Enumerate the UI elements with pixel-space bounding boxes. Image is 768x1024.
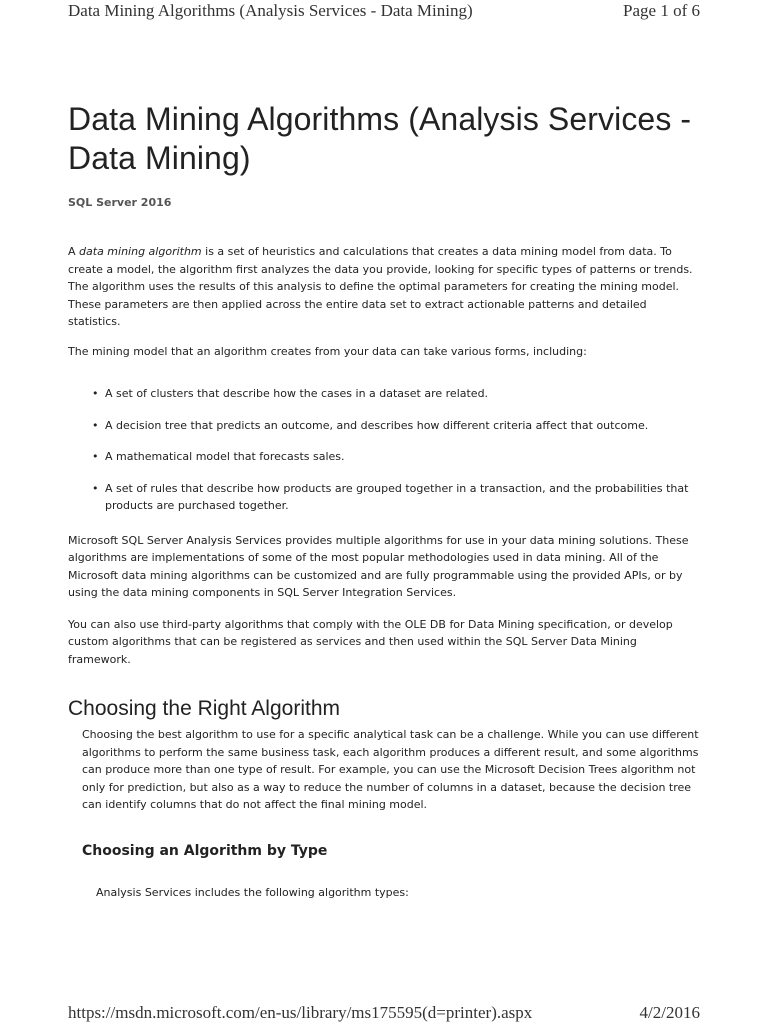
intro-prefix: A	[68, 245, 80, 258]
subsection-paragraph: Analysis Services includes the following algorithm types:	[96, 885, 409, 899]
page-number: Page 1 of 6	[623, 1, 700, 20]
ms-algorithms-paragraph: Microsoft SQL Server Analysis Services provides multiple algorithms for use in your data mining solutions. These algorithms are implementations of some of the most popular methodologies used in data mining. All of the Microsoft data mining algorithms can be customized and are fully programmable using the provided APIs, or by using the data mining components in SQL Server Integration Services.	[68, 533, 689, 599]
list-item: • A mathematical model that forecasts sales.	[92, 448, 700, 466]
forms-intro: The mining model that an algorithm creates from your data can take various forms, including:	[68, 344, 587, 358]
list-item: • A decision tree that predicts an outcome, and describes how different criteria affect that outcome.	[92, 417, 700, 435]
print-footer	[68, 1003, 700, 1023]
print-header	[68, 1, 700, 21]
article	[68, 100, 700, 901]
section-heading: Choosing the Right Algorithm	[68, 697, 340, 720]
model-forms-list	[68, 385, 700, 515]
intro-paragraph	[68, 243, 700, 331]
section-paragraph: Choosing the best algorithm to use for a specific analytical task can be a challenge. While you can use different algorithms to perform the same business task, each algorithm produces a different result, and some algorithms can produce more than one type of result. For example, you can use the Microsoft Decision Trees algorithm not only for prediction, but also as a way to reduce the number of columns in a dataset, because the decision tree can identify columns that do not affect the final mining model.	[82, 728, 699, 811]
page-title: Data Mining Algorithms (Analysis Services - Data Mining)	[68, 101, 692, 176]
header-title: Data Mining Algorithms (Analysis Services - Data Mining)	[68, 1, 473, 20]
print-date: 4/2/2016	[639, 1003, 700, 1022]
page-url: https://msdn.microsoft.com/en-us/library/ms175595(d=printer).aspx	[68, 1003, 533, 1022]
subsection-heading: Choosing an Algorithm by Type	[82, 842, 328, 859]
product-version: SQL Server 2016	[68, 196, 172, 209]
third-party-paragraph: You can also use third-party algorithms that comply with the OLE DB for Data Mining specification, or develop custom algorithms that can be registered as services and then used within the SQL Server Data Mining framework.	[68, 617, 673, 666]
list-item: • A set of clusters that describe how the cases in a dataset are related.	[92, 385, 700, 403]
intro-rest: is a set of heuristics and calculations that creates a data mining model from data. To create a model, the algorithm first analyzes the data you provide, looking for specific types of patterns or trends. The algorithm uses the results of this analysis to define the optimal parameters for creating the mining model. These parameters are then applied across the entire data set to extract actionable patterns and detailed statistics.	[68, 245, 693, 328]
intro-term: data mining algorithm	[79, 245, 202, 258]
list-item: • A set of rules that describe how products are grouped together in a transaction, and the probabilities that products are purchased together.	[92, 480, 700, 515]
